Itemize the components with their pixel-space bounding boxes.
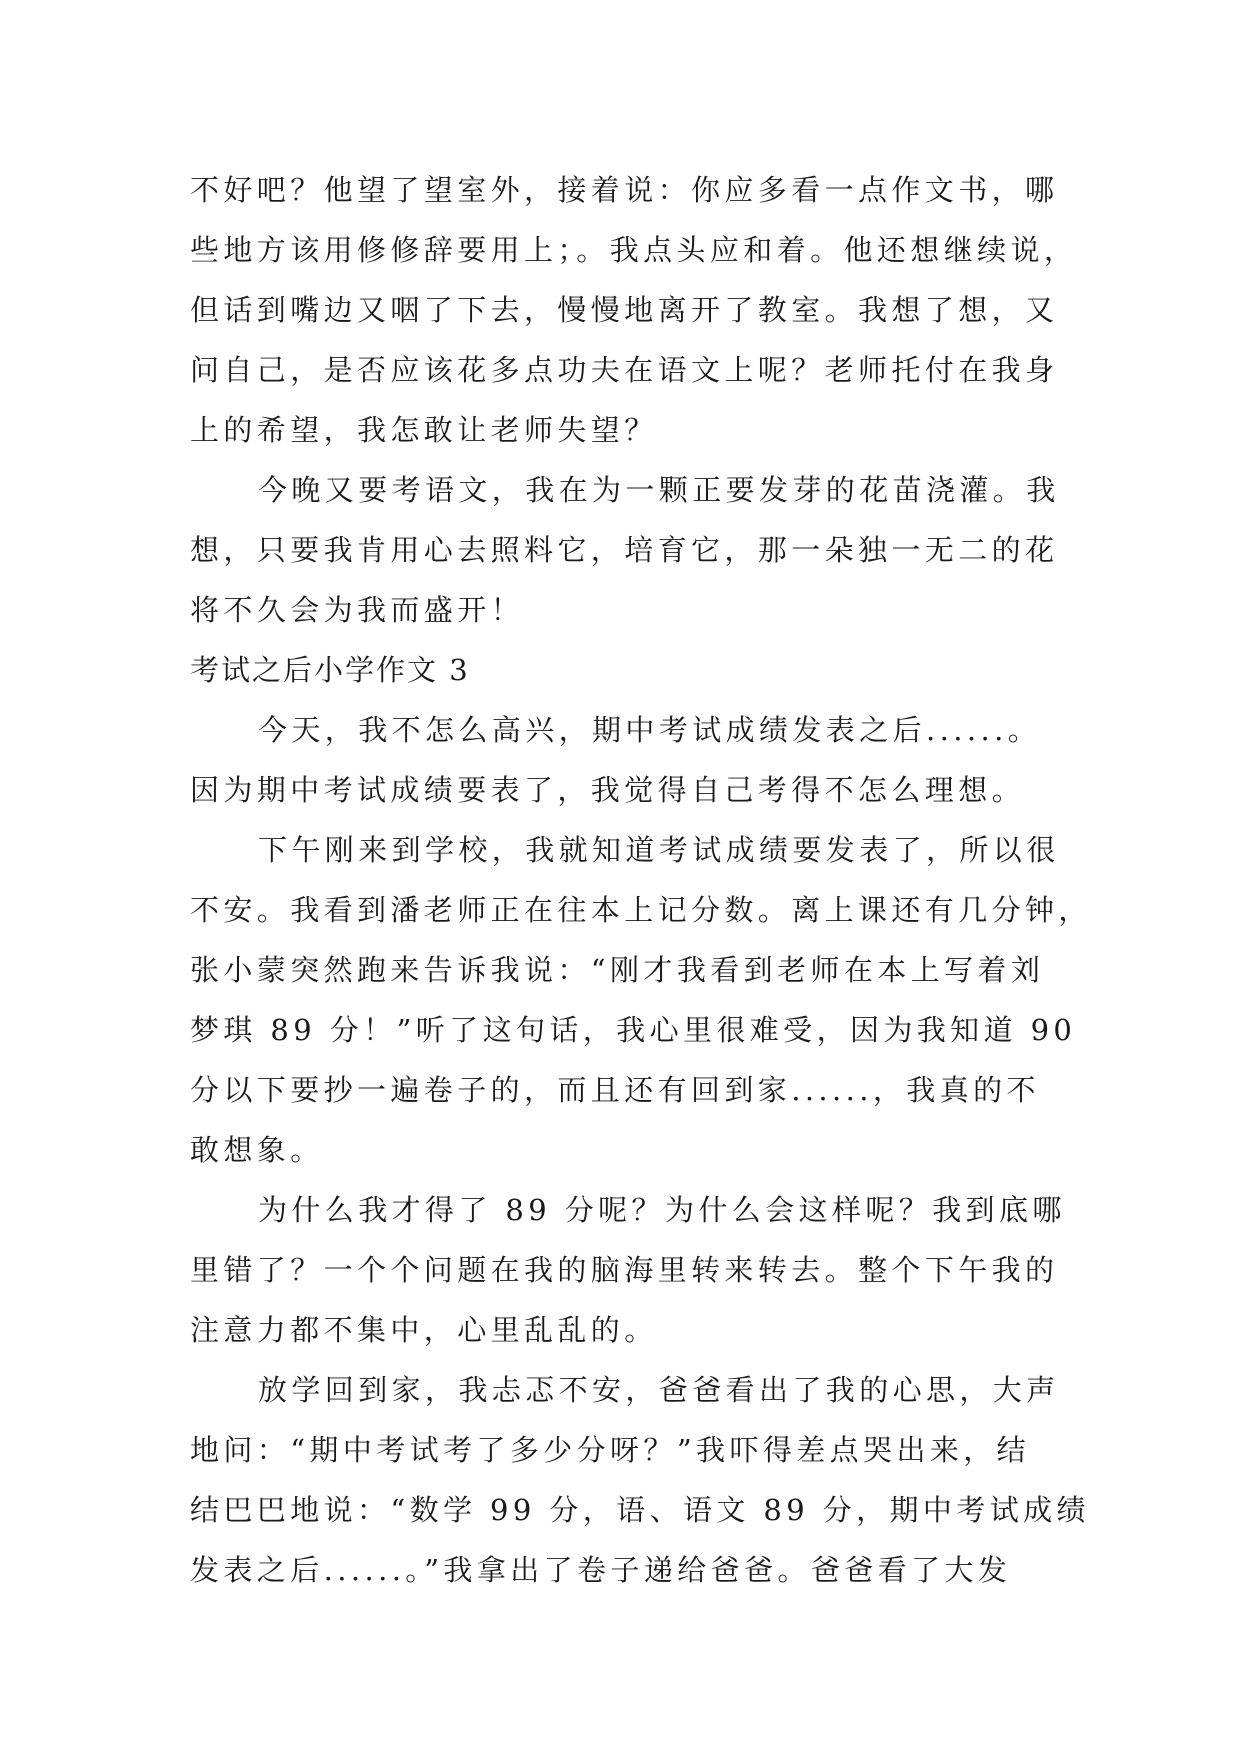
text-line: 因为期中考试成绩要表了，我觉得自己考得不怎么理想。 [190,773,1026,807]
paragraph-6 [190,1360,1090,1600]
text-line: 注意力都不集中，心里乱乱的。 [190,1313,658,1347]
document-body [190,160,1092,1600]
text-line: 放学回到家，我忐忑不安，爸爸看出了我的心思，大声 [258,1373,1060,1407]
text-line: 结巴巴地说：“数学 99 分，语、语文 89 分，期中考试成绩 [190,1493,1090,1527]
text-line: 张小蒙突然跑来告诉我说：“刚才我看到老师在本上写着刘 [190,953,1045,987]
text-line: 些地方该用修修辞要用上；。我点头应和着。他还想继续说， [190,233,1078,267]
paragraph-3 [190,700,1070,820]
text-line: 上的希望，我怎敢让老师失望？ [190,413,658,447]
text-line: 敢想象。 [190,1133,324,1167]
text-line: 不安。我看到潘老师正在往本上记分数。离上课还有几分钟， [190,893,1092,927]
paragraph-2 [190,460,1070,640]
paragraph-4 [190,820,1092,1180]
text-line: 梦琪 89 分！”听了这句话，我心里很难受，因为我知道 90 [190,1013,1077,1047]
text-line: 问自己，是否应该花多点功夫在语文上呢？老师托付在我身 [190,353,1059,387]
paragraph-5 [190,1180,1070,1360]
text-line: 地问：“期中考试考了多少分呀？”我吓得差点哭出来，结 [190,1433,1031,1467]
text-line: 今天，我不怎么高兴，期中考试成绩发表之后......。 [258,713,1042,747]
text-line: 但话到嘴边又咽了下去，慢慢地离开了教室。我想了想，又 [190,293,1059,327]
text-line: 分以下要抄一遍卷子的，而且还有回到家......，我真的不 [190,1073,1040,1107]
section-heading: 考试之后小学作文 3 [190,653,470,687]
text-line: 不好吧？他望了望室外，接着说：你应多看一点作文书，哪 [190,173,1059,207]
text-line: 为什么我才得了 89 分呢？为什么会这样呢？我到底哪 [258,1193,1066,1227]
text-line: 里错了？一个个问题在我的脑海里转来转去。整个下午我的 [190,1253,1059,1287]
text-line: 今晚又要考语文，我在为一颗正要发芽的花苗浇灌。我 [258,473,1060,507]
paragraph-1 [190,160,1078,460]
text-line: 下午刚来到学校，我就知道考试成绩要发表了，所以很 [258,833,1060,867]
text-line: 将不久会为我而盛开！ [190,593,525,627]
text-line: 发表之后......。”我拿出了卷子递给爸爸。爸爸看了大发 [190,1553,1012,1587]
text-line: 想，只要我肯用心去照料它，培育它，那一朵独一无二的花 [190,533,1059,567]
